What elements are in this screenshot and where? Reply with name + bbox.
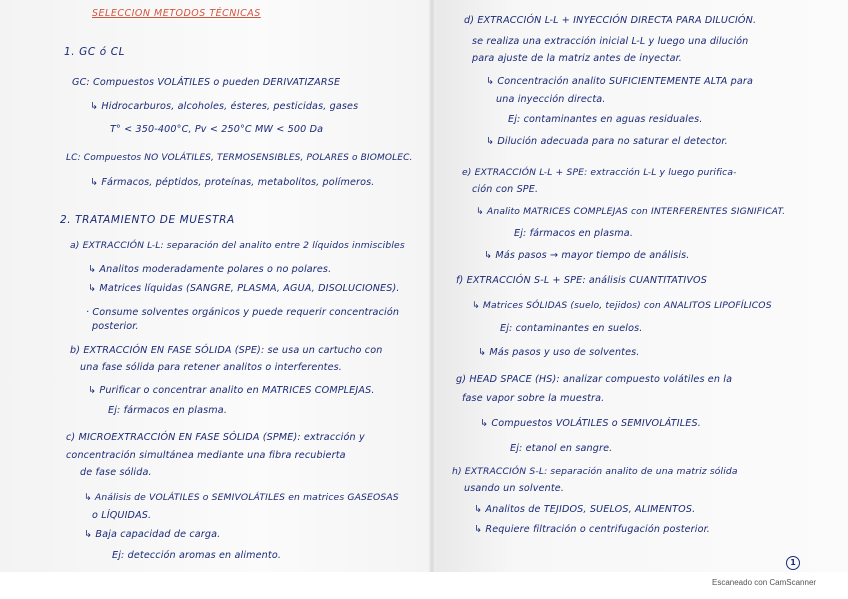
extraction-c-title-cont: concentración simultánea mediante una fibra recubierta — [66, 450, 346, 461]
extraction-b-title-cont: una fase sólida para retener analitos o interferentes. — [80, 362, 342, 373]
extraction-a-title: a) EXTRACCIÓN L-L: separación del analito entre 2 líquidos inmiscibles — [70, 240, 405, 251]
extraction-c-title: c) MICROEXTRACCIÓN EN FASE SÓLIDA (SPME): extracción y — [66, 432, 365, 443]
page-number: 1 — [786, 556, 800, 570]
extraction-a-point-2: ↳ Matrices líquidas (SANGRE, PLASMA, AGUA, DISOLUCIONES). — [88, 283, 400, 294]
extraction-d-point-1-cont: una inyección directa. — [496, 94, 606, 105]
extraction-a-point-1: ↳ Analitos moderadamente polares o no polares. — [88, 264, 332, 275]
extraction-e-title: e) EXTRACCIÓN L-L + SPE: extracción L-L y luego purifica- — [462, 167, 737, 178]
gc-examples: ↳ Hidrocarburos, alcoholes, ésteres, pesticidas, gases — [90, 101, 359, 112]
extraction-e-example: Ej: fármacos en plasma. — [514, 228, 634, 239]
extraction-a-point-3-cont: posterior. — [92, 321, 139, 332]
extraction-f-example: Ej: contaminantes en suelos. — [500, 323, 643, 334]
extraction-f-point-2: ↳ Más pasos y uso de solventes. — [478, 347, 640, 358]
extraction-d-line-3: para ajuste de la matriz antes de inyectar. — [472, 53, 683, 64]
lc-line: LC: Compuestos NO VOLÁTILES, TERMOSENSIBLES, POLARES o BIOMOLEC. — [66, 153, 413, 163]
extraction-h-title: h) EXTRACCIÓN S-L: separación analito de una matriz sólida — [452, 466, 738, 477]
extraction-g-point-1: ↳ Compuestos VOLÁTILES o SEMIVOLÁTILES. — [480, 418, 701, 429]
extraction-d-point-1: ↳ Concentración analito SUFICIENTEMENTE ALTA para — [486, 76, 753, 87]
extraction-c-point-1: ↳ Análisis de VOLÁTILES o SEMIVOLÁTILES en matrices GASEOSAS — [84, 492, 399, 503]
section-2-heading: 2. TRATAMIENTO DE MUESTRA — [60, 214, 235, 226]
extraction-d-example: Ej: contaminantes en aguas residuales. — [508, 114, 703, 125]
section-1-heading: 1. GC ó CL — [64, 46, 126, 58]
gc-conditions: T° < 350-400°C, Pv < 250°C MW < 500 Da — [110, 124, 324, 135]
extraction-h-title-cont: usando un solvente. — [464, 483, 565, 494]
lc-examples: ↳ Fármacos, péptidos, proteínas, metabolitos, polímeros. — [90, 177, 375, 188]
extraction-d-point-2: ↳ Dilución adecuada para no saturar el detector. — [486, 136, 728, 147]
extraction-e-point-2: ↳ Más pasos → mayor tiempo de análisis. — [484, 250, 690, 261]
extraction-d-title: d) EXTRACCIÓN L-L + INYECCIÓN DIRECTA PARA DILUCIÓN. — [464, 15, 757, 26]
scanner-watermark: Escaneado con CamScanner — [712, 578, 817, 587]
extraction-e-point-1: ↳ Analito MATRICES COMPLEJAS con INTERFERENTES SIGNIFICAT. — [476, 206, 786, 217]
extraction-b-title: b) EXTRACCIÓN EN FASE SÓLIDA (SPE): se usa un cartucho con — [70, 345, 383, 356]
page-fold — [428, 0, 436, 572]
extraction-f-point-1: ↳ Matrices SÓLIDAS (suelo, tejidos) con ANALITOS LIPOFÍLICOS — [472, 300, 772, 311]
extraction-e-title-cont: ción con SPE. — [472, 184, 539, 195]
extraction-a-point-3: · Consume solventes orgánicos y puede requerir concentración — [86, 307, 400, 318]
extraction-h-point-1: ↳ Analitos de TEJIDOS, SUELOS, ALIMENTOS. — [474, 504, 696, 515]
extraction-d-line-2: se realiza una extracción inicial L-L y luego una dilución — [472, 36, 749, 47]
extraction-c-title-cont-2: de fase sólida. — [80, 467, 152, 478]
extraction-b-point-1: ↳ Purificar o concentrar analito en MATRICES COMPLEJAS. — [88, 385, 375, 396]
extraction-f-title: f) EXTRACCIÓN S-L + SPE: análisis CUANTITATIVOS — [456, 275, 707, 286]
extraction-b-example: Ej: fármacos en plasma. — [108, 405, 228, 416]
extraction-h-point-2: ↳ Requiere filtración o centrifugación posterior. — [474, 524, 711, 535]
page-title: SELECCION METODOS TÉCNICAS — [92, 8, 261, 19]
extraction-c-point-1-cont: o LÍQUIDAS. — [92, 510, 152, 521]
extraction-c-point-2: ↳ Baja capacidad de carga. — [84, 529, 221, 540]
extraction-g-title-cont: fase vapor sobre la muestra. — [462, 393, 605, 404]
extraction-g-example: Ej: etanol en sangre. — [510, 443, 613, 454]
extraction-g-title: g) HEAD SPACE (HS): analizar compuesto volátiles en la — [456, 374, 733, 385]
extraction-c-example: Ej: detección aromas en alimento. — [112, 550, 282, 561]
gc-line: GC: Compuestos VOLÁTILES o pueden DERIVATIZARSE — [72, 77, 341, 88]
